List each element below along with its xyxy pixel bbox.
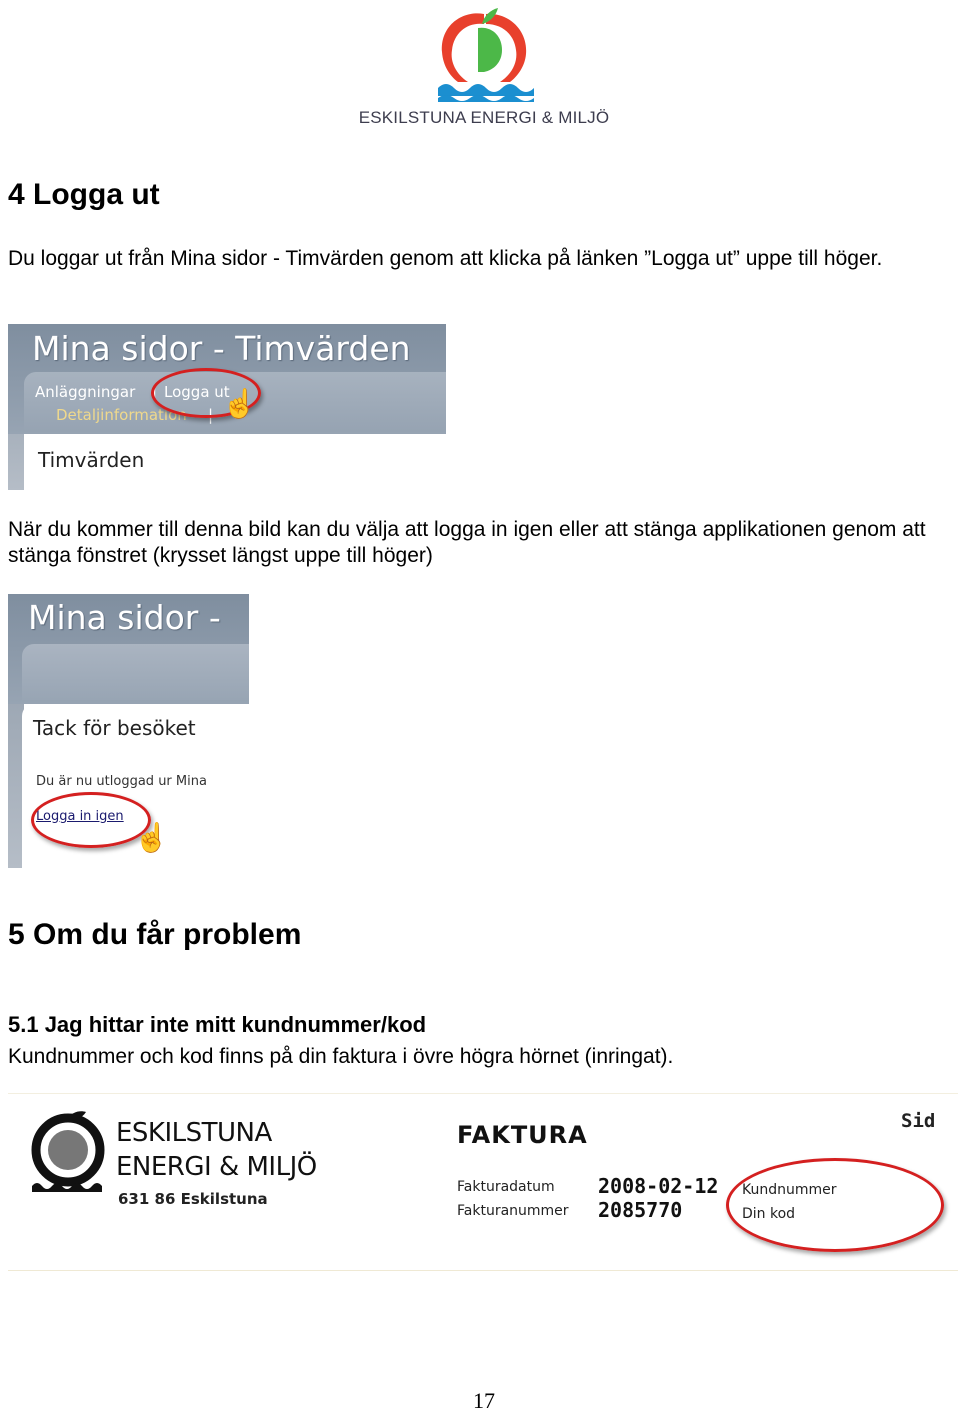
invoice-date-label: Fakturadatum — [457, 1179, 555, 1195]
invoice-title: FAKTURA — [457, 1121, 588, 1149]
screenshot-logged-out — [8, 594, 249, 868]
logo-text: ESKILSTUNA ENERGI & MILJÖ — [358, 108, 610, 127]
invoice-number-label: Fakturanummer — [457, 1203, 569, 1219]
card-title: Timvärden — [38, 448, 145, 472]
section-heading-problem: 5 Om du får problem — [8, 918, 302, 951]
intro-paragraph: Du loggar ut från Mina sidor - Timvärden genom att klicka på länken ”Logga ut” uppe till höger. — [8, 247, 883, 270]
nav-separator: | — [152, 383, 158, 401]
problem-paragraph: Kundnummer och kod finns på din faktura i övre högra hörnet (inringat). — [8, 1045, 674, 1068]
invoice-number-value: 2085770 — [598, 1198, 683, 1222]
company-logo — [0, 0, 960, 140]
after-logout-paragraph: När du kommer till denna bild kan du välja att logga in igen eller att stänga applikationen genom att stänga fönstret (krysset längst uppe till höger) — [8, 518, 926, 567]
screenshot-invoice — [8, 1093, 958, 1271]
app-title: Mina sidor - Timvärden — [32, 329, 411, 368]
highlight-circle — [31, 792, 151, 848]
login-again-link[interactable]: Logga in igen — [36, 809, 124, 824]
screenshot-logout-link — [8, 324, 446, 490]
customer-code-label: Din kod — [742, 1206, 796, 1222]
nav-separator: | — [208, 406, 214, 424]
card-title: Tack för besöket — [33, 716, 196, 740]
company-logo-icon — [28, 1110, 112, 1198]
hand-cursor-icon: ☝ — [134, 822, 169, 853]
logout-message: Du är nu utloggad ur Mina — [36, 774, 207, 789]
nav-link-detaljinformation[interactable]: Detaljinformation — [56, 406, 187, 424]
apple-logo-icon — [432, 4, 536, 104]
customer-number-label: Kundnummer — [742, 1182, 837, 1198]
hand-cursor-icon: ☝ — [222, 388, 257, 419]
invoice-date-value: 2008-02-12 — [598, 1174, 719, 1198]
invoice-brand-line2: ENERGI & MILJÖ — [116, 1152, 317, 1182]
highlight-circle — [726, 1158, 944, 1252]
page-label: Sid — [901, 1110, 936, 1132]
sub-heading-kundnummer: 5.1 Jag hittar inte mitt kundnummer/kod — [8, 1012, 427, 1037]
invoice-brand-line1: ESKILSTUNA — [116, 1118, 272, 1148]
page-number: 17 — [473, 1388, 495, 1413]
section-heading-logga-ut: 4 Logga ut — [8, 178, 160, 211]
invoice-address: 631 86 Eskilstuna — [118, 1190, 268, 1208]
nav-link-anlaggningar[interactable]: Anläggningar — [35, 383, 136, 401]
app-title: Mina sidor - — [28, 598, 221, 637]
nav-link-logga-ut[interactable]: Logga ut — [164, 383, 230, 401]
